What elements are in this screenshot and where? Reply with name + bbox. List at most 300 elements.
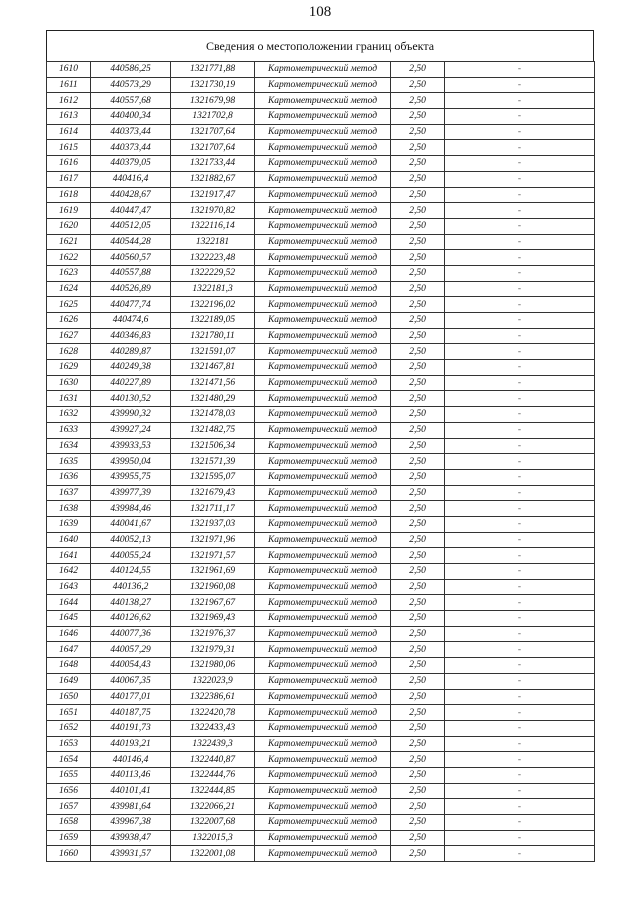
table-row	[47, 281, 595, 297]
x-coordinate-cell: 440447,47	[91, 203, 171, 219]
point-number-cell: 1648	[47, 658, 91, 674]
x-coordinate-cell: 440177,01	[91, 689, 171, 705]
method-cell: Картометрический метод	[255, 501, 391, 517]
y-coordinate-cell: 1321971,96	[171, 532, 255, 548]
accuracy-cell: 2,50	[391, 62, 445, 78]
table-row	[47, 344, 595, 360]
point-number-cell: 1654	[47, 752, 91, 768]
table-row	[47, 548, 595, 564]
description-cell: -	[445, 846, 595, 862]
accuracy-cell: 2,50	[391, 611, 445, 627]
description-cell: -	[445, 767, 595, 783]
table-title: Сведения о местоположении границ объекта	[205, 39, 435, 53]
accuracy-cell: 2,50	[391, 705, 445, 721]
x-coordinate-cell: 440130,52	[91, 391, 171, 407]
point-number-cell: 1611	[47, 77, 91, 93]
x-coordinate-cell: 440544,28	[91, 234, 171, 250]
method-cell: Картометрический метод	[255, 595, 391, 611]
y-coordinate-cell: 1322015,3	[171, 830, 255, 846]
x-coordinate-cell: 440560,57	[91, 250, 171, 266]
method-cell: Картометрический метод	[255, 815, 391, 831]
x-coordinate-cell: 440077,36	[91, 626, 171, 642]
point-number-cell: 1630	[47, 375, 91, 391]
y-coordinate-cell: 1321967,67	[171, 595, 255, 611]
method-cell: Картометрический метод	[255, 77, 391, 93]
accuracy-cell: 2,50	[391, 313, 445, 329]
point-number-cell: 1621	[47, 234, 91, 250]
table-row	[47, 736, 595, 752]
y-coordinate-cell: 1322181	[171, 234, 255, 250]
point-number-cell: 1632	[47, 407, 91, 423]
y-coordinate-cell: 1321467,81	[171, 360, 255, 376]
method-cell: Картометрический метод	[255, 62, 391, 78]
method-cell: Картометрический метод	[255, 673, 391, 689]
point-number-cell: 1612	[47, 93, 91, 109]
y-coordinate-cell: 1321595,07	[171, 469, 255, 485]
accuracy-cell: 2,50	[391, 736, 445, 752]
accuracy-cell: 2,50	[391, 77, 445, 93]
accuracy-cell: 2,50	[391, 109, 445, 125]
accuracy-cell: 2,50	[391, 767, 445, 783]
point-number-cell: 1657	[47, 799, 91, 815]
description-cell: -	[445, 736, 595, 752]
y-coordinate-cell: 1321679,43	[171, 485, 255, 501]
y-coordinate-cell: 1321571,39	[171, 454, 255, 470]
accuracy-cell: 2,50	[391, 407, 445, 423]
y-coordinate-cell: 1321711,17	[171, 501, 255, 517]
description-cell: -	[445, 815, 595, 831]
method-cell: Картометрический метод	[255, 360, 391, 376]
accuracy-cell: 2,50	[391, 783, 445, 799]
point-number-cell: 1615	[47, 140, 91, 156]
y-coordinate-cell: 1321482,75	[171, 422, 255, 438]
description-cell: -	[445, 469, 595, 485]
method-cell: Картометрический метод	[255, 438, 391, 454]
accuracy-cell: 2,50	[391, 93, 445, 109]
description-cell: -	[445, 62, 595, 78]
table-row	[47, 689, 595, 705]
point-number-cell: 1616	[47, 156, 91, 172]
x-coordinate-cell: 439933,53	[91, 438, 171, 454]
description-cell: -	[445, 187, 595, 203]
accuracy-cell: 2,50	[391, 516, 445, 532]
accuracy-cell: 2,50	[391, 469, 445, 485]
x-coordinate-cell: 440249,38	[91, 360, 171, 376]
accuracy-cell: 2,50	[391, 203, 445, 219]
table-row	[47, 611, 595, 627]
accuracy-cell: 2,50	[391, 156, 445, 172]
y-coordinate-cell: 1321733,44	[171, 156, 255, 172]
x-coordinate-cell: 440346,83	[91, 328, 171, 344]
table-row	[47, 203, 595, 219]
description-cell: -	[445, 171, 595, 187]
table-row	[47, 673, 595, 689]
accuracy-cell: 2,50	[391, 799, 445, 815]
table-row	[47, 626, 595, 642]
point-number-cell: 1646	[47, 626, 91, 642]
y-coordinate-cell: 1321970,82	[171, 203, 255, 219]
method-cell: Картометрический метод	[255, 830, 391, 846]
x-coordinate-cell: 440477,74	[91, 297, 171, 313]
y-coordinate-cell: 1321478,03	[171, 407, 255, 423]
table-row	[47, 705, 595, 721]
x-coordinate-cell: 440474,6	[91, 313, 171, 329]
accuracy-cell: 2,50	[391, 485, 445, 501]
table-row	[47, 297, 595, 313]
coordinates-table-body	[47, 62, 595, 862]
accuracy-cell: 2,50	[391, 532, 445, 548]
description-cell: -	[445, 579, 595, 595]
point-number-cell: 1637	[47, 485, 91, 501]
y-coordinate-cell: 1322439,3	[171, 736, 255, 752]
description-cell: -	[445, 532, 595, 548]
y-coordinate-cell: 1322001,08	[171, 846, 255, 862]
table-row	[47, 407, 595, 423]
method-cell: Картометрический метод	[255, 658, 391, 674]
x-coordinate-cell: 440146,4	[91, 752, 171, 768]
description-cell: -	[445, 705, 595, 721]
description-cell: -	[445, 422, 595, 438]
accuracy-cell: 2,50	[391, 438, 445, 454]
x-coordinate-cell: 440416,4	[91, 171, 171, 187]
accuracy-cell: 2,50	[391, 360, 445, 376]
method-cell: Картометрический метод	[255, 516, 391, 532]
accuracy-cell: 2,50	[391, 579, 445, 595]
y-coordinate-cell: 1321730,19	[171, 77, 255, 93]
y-coordinate-cell: 1322196,02	[171, 297, 255, 313]
y-coordinate-cell: 1322386,61	[171, 689, 255, 705]
description-cell: -	[445, 375, 595, 391]
y-coordinate-cell: 1322444,76	[171, 767, 255, 783]
method-cell: Картометрический метод	[255, 109, 391, 125]
x-coordinate-cell: 439977,39	[91, 485, 171, 501]
description-cell: -	[445, 124, 595, 140]
accuracy-cell: 2,50	[391, 265, 445, 281]
accuracy-cell: 2,50	[391, 642, 445, 658]
point-number-cell: 1614	[47, 124, 91, 140]
method-cell: Картометрический метод	[255, 391, 391, 407]
x-coordinate-cell: 440289,87	[91, 344, 171, 360]
accuracy-cell: 2,50	[391, 234, 445, 250]
point-number-cell: 1652	[47, 720, 91, 736]
y-coordinate-cell: 1322444,85	[171, 783, 255, 799]
x-coordinate-cell: 440512,05	[91, 218, 171, 234]
y-coordinate-cell: 1322189,05	[171, 313, 255, 329]
description-cell: -	[445, 313, 595, 329]
x-coordinate-cell: 440428,67	[91, 187, 171, 203]
point-number-cell: 1642	[47, 564, 91, 580]
table-header	[46, 30, 594, 62]
accuracy-cell: 2,50	[391, 250, 445, 266]
description-cell: -	[445, 140, 595, 156]
method-cell: Картометрический метод	[255, 736, 391, 752]
accuracy-cell: 2,50	[391, 658, 445, 674]
description-cell: -	[445, 438, 595, 454]
table-row	[47, 752, 595, 768]
x-coordinate-cell: 440138,27	[91, 595, 171, 611]
table-row	[47, 171, 595, 187]
method-cell: Картометрический метод	[255, 297, 391, 313]
point-number-cell: 1618	[47, 187, 91, 203]
table-row	[47, 187, 595, 203]
description-cell: -	[445, 328, 595, 344]
table-row	[47, 642, 595, 658]
y-coordinate-cell: 1322116,14	[171, 218, 255, 234]
point-number-cell: 1638	[47, 501, 91, 517]
y-coordinate-cell: 1322066,21	[171, 799, 255, 815]
description-cell: -	[445, 391, 595, 407]
description-cell: -	[445, 689, 595, 705]
y-coordinate-cell: 1322433,43	[171, 720, 255, 736]
accuracy-cell: 2,50	[391, 564, 445, 580]
x-coordinate-cell: 440057,29	[91, 642, 171, 658]
point-number-cell: 1640	[47, 532, 91, 548]
x-coordinate-cell: 440067,35	[91, 673, 171, 689]
x-coordinate-cell: 440379,05	[91, 156, 171, 172]
y-coordinate-cell: 1321980,06	[171, 658, 255, 674]
table-row	[47, 313, 595, 329]
table-row	[47, 93, 595, 109]
accuracy-cell: 2,50	[391, 328, 445, 344]
x-coordinate-cell: 440373,44	[91, 124, 171, 140]
description-cell: -	[445, 156, 595, 172]
table-row	[47, 250, 595, 266]
x-coordinate-cell: 440557,68	[91, 93, 171, 109]
table-row	[47, 815, 595, 831]
y-coordinate-cell: 1321979,31	[171, 642, 255, 658]
x-coordinate-cell: 440557,88	[91, 265, 171, 281]
table-row	[47, 77, 595, 93]
y-coordinate-cell: 1321591,07	[171, 344, 255, 360]
description-cell: -	[445, 799, 595, 815]
x-coordinate-cell: 440191,73	[91, 720, 171, 736]
method-cell: Картометрический метод	[255, 281, 391, 297]
description-cell: -	[445, 265, 595, 281]
y-coordinate-cell: 1321707,64	[171, 140, 255, 156]
table-row	[47, 109, 595, 125]
method-cell: Картометрический метод	[255, 344, 391, 360]
method-cell: Картометрический метод	[255, 846, 391, 862]
y-coordinate-cell: 1322229,52	[171, 265, 255, 281]
x-coordinate-cell: 439931,57	[91, 846, 171, 862]
y-coordinate-cell: 1322440,87	[171, 752, 255, 768]
description-cell: -	[445, 93, 595, 109]
x-coordinate-cell: 440193,21	[91, 736, 171, 752]
point-number-cell: 1651	[47, 705, 91, 721]
y-coordinate-cell: 1321771,88	[171, 62, 255, 78]
x-coordinate-cell: 439984,46	[91, 501, 171, 517]
accuracy-cell: 2,50	[391, 344, 445, 360]
method-cell: Картометрический метод	[255, 548, 391, 564]
method-cell: Картометрический метод	[255, 705, 391, 721]
description-cell: -	[445, 658, 595, 674]
y-coordinate-cell: 1321707,64	[171, 124, 255, 140]
accuracy-cell: 2,50	[391, 830, 445, 846]
point-number-cell: 1636	[47, 469, 91, 485]
point-number-cell: 1623	[47, 265, 91, 281]
point-number-cell: 1631	[47, 391, 91, 407]
y-coordinate-cell: 1321702,8	[171, 109, 255, 125]
x-coordinate-cell: 439955,75	[91, 469, 171, 485]
method-cell: Картометрический метод	[255, 250, 391, 266]
x-coordinate-cell: 440373,44	[91, 140, 171, 156]
accuracy-cell: 2,50	[391, 595, 445, 611]
x-coordinate-cell: 440055,24	[91, 548, 171, 564]
point-number-cell: 1656	[47, 783, 91, 799]
table-row	[47, 830, 595, 846]
x-coordinate-cell: 439981,64	[91, 799, 171, 815]
description-cell: -	[445, 752, 595, 768]
point-number-cell: 1659	[47, 830, 91, 846]
y-coordinate-cell: 1321780,11	[171, 328, 255, 344]
x-coordinate-cell: 439927,24	[91, 422, 171, 438]
table-row	[47, 328, 595, 344]
y-coordinate-cell: 1321471,56	[171, 375, 255, 391]
method-cell: Картометрический метод	[255, 767, 391, 783]
point-number-cell: 1619	[47, 203, 91, 219]
point-number-cell: 1650	[47, 689, 91, 705]
y-coordinate-cell: 1322023,9	[171, 673, 255, 689]
method-cell: Картометрический метод	[255, 265, 391, 281]
method-cell: Картометрический метод	[255, 140, 391, 156]
description-cell: -	[445, 564, 595, 580]
accuracy-cell: 2,50	[391, 689, 445, 705]
y-coordinate-cell: 1321937,03	[171, 516, 255, 532]
table-row	[47, 783, 595, 799]
description-cell: -	[445, 626, 595, 642]
accuracy-cell: 2,50	[391, 501, 445, 517]
x-coordinate-cell: 439967,38	[91, 815, 171, 831]
table-row	[47, 532, 595, 548]
method-cell: Картометрический метод	[255, 720, 391, 736]
method-cell: Картометрический метод	[255, 156, 391, 172]
table-row	[47, 124, 595, 140]
accuracy-cell: 2,50	[391, 218, 445, 234]
point-number-cell: 1610	[47, 62, 91, 78]
table-row	[47, 265, 595, 281]
table-row	[47, 62, 595, 78]
accuracy-cell: 2,50	[391, 720, 445, 736]
method-cell: Картометрический метод	[255, 422, 391, 438]
description-cell: -	[445, 281, 595, 297]
description-cell: -	[445, 360, 595, 376]
method-cell: Картометрический метод	[255, 407, 391, 423]
point-number-cell: 1629	[47, 360, 91, 376]
point-number-cell: 1655	[47, 767, 91, 783]
x-coordinate-cell: 440113,46	[91, 767, 171, 783]
table-row	[47, 234, 595, 250]
description-cell: -	[445, 454, 595, 470]
y-coordinate-cell: 1321480,29	[171, 391, 255, 407]
y-coordinate-cell: 1321960,08	[171, 579, 255, 595]
method-cell: Картометрический метод	[255, 532, 391, 548]
point-number-cell: 1627	[47, 328, 91, 344]
description-cell: -	[445, 485, 595, 501]
accuracy-cell: 2,50	[391, 673, 445, 689]
point-number-cell: 1634	[47, 438, 91, 454]
description-cell: -	[445, 642, 595, 658]
point-number-cell: 1628	[47, 344, 91, 360]
y-coordinate-cell: 1322420,78	[171, 705, 255, 721]
method-cell: Картометрический метод	[255, 485, 391, 501]
table-row	[47, 564, 595, 580]
method-cell: Картометрический метод	[255, 689, 391, 705]
method-cell: Картометрический метод	[255, 187, 391, 203]
point-number-cell: 1613	[47, 109, 91, 125]
accuracy-cell: 2,50	[391, 281, 445, 297]
description-cell: -	[445, 407, 595, 423]
x-coordinate-cell: 440526,89	[91, 281, 171, 297]
x-coordinate-cell: 439950,04	[91, 454, 171, 470]
point-number-cell: 1658	[47, 815, 91, 831]
x-coordinate-cell: 440400,34	[91, 109, 171, 125]
method-cell: Картометрический метод	[255, 626, 391, 642]
point-number-cell: 1644	[47, 595, 91, 611]
method-cell: Картометрический метод	[255, 611, 391, 627]
x-coordinate-cell: 440227,89	[91, 375, 171, 391]
table-row	[47, 799, 595, 815]
y-coordinate-cell: 1322181,3	[171, 281, 255, 297]
x-coordinate-cell: 440573,29	[91, 77, 171, 93]
y-coordinate-cell: 1321679,98	[171, 93, 255, 109]
point-number-cell: 1641	[47, 548, 91, 564]
method-cell: Картометрический метод	[255, 579, 391, 595]
table-row	[47, 846, 595, 862]
table-row	[47, 767, 595, 783]
method-cell: Картометрический метод	[255, 752, 391, 768]
accuracy-cell: 2,50	[391, 752, 445, 768]
method-cell: Картометрический метод	[255, 234, 391, 250]
accuracy-cell: 2,50	[391, 846, 445, 862]
description-cell: -	[445, 611, 595, 627]
y-coordinate-cell: 1321506,34	[171, 438, 255, 454]
accuracy-cell: 2,50	[391, 422, 445, 438]
table-row	[47, 595, 595, 611]
point-number-cell: 1639	[47, 516, 91, 532]
accuracy-cell: 2,50	[391, 187, 445, 203]
accuracy-cell: 2,50	[391, 124, 445, 140]
table-row	[47, 391, 595, 407]
description-cell: -	[445, 297, 595, 313]
point-number-cell: 1645	[47, 611, 91, 627]
table-row	[47, 469, 595, 485]
point-number-cell: 1649	[47, 673, 91, 689]
table-row	[47, 485, 595, 501]
y-coordinate-cell: 1321969,43	[171, 611, 255, 627]
y-coordinate-cell: 1321961,69	[171, 564, 255, 580]
description-cell: -	[445, 203, 595, 219]
accuracy-cell: 2,50	[391, 297, 445, 313]
table-row	[47, 579, 595, 595]
x-coordinate-cell: 440126,62	[91, 611, 171, 627]
point-number-cell: 1620	[47, 218, 91, 234]
description-cell: -	[445, 595, 595, 611]
table-row	[47, 720, 595, 736]
x-coordinate-cell: 440052,13	[91, 532, 171, 548]
description-cell: -	[445, 548, 595, 564]
x-coordinate-cell: 440187,75	[91, 705, 171, 721]
y-coordinate-cell: 1321971,57	[171, 548, 255, 564]
description-cell: -	[445, 109, 595, 125]
point-number-cell: 1660	[47, 846, 91, 862]
x-coordinate-cell: 439938,47	[91, 830, 171, 846]
accuracy-cell: 2,50	[391, 548, 445, 564]
y-coordinate-cell: 1322223,48	[171, 250, 255, 266]
table-row	[47, 516, 595, 532]
method-cell: Картометрический метод	[255, 93, 391, 109]
method-cell: Картометрический метод	[255, 564, 391, 580]
x-coordinate-cell: 440101,41	[91, 783, 171, 799]
